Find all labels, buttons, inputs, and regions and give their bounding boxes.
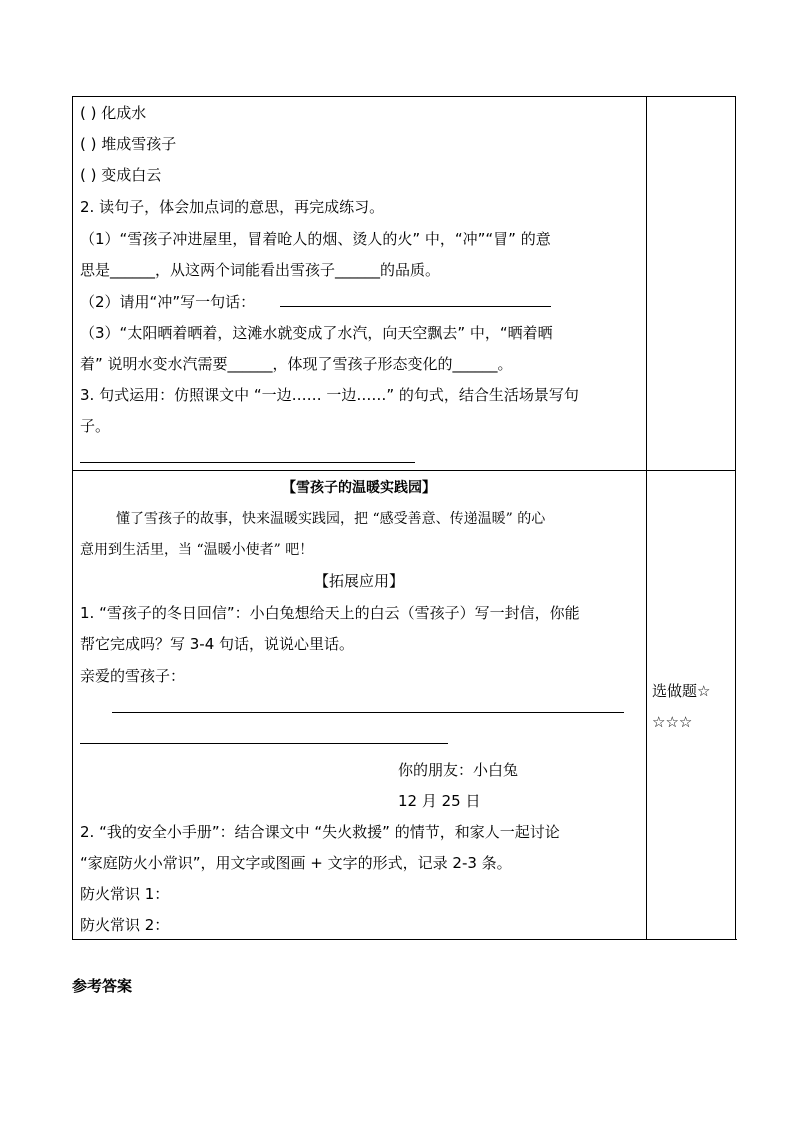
question-2-title: 2. 读句子，体会加点词的意思，再完成练习。 <box>80 198 385 216</box>
optional-label-line1: 选做题☆ <box>652 682 711 700</box>
practice-heading: 【雪孩子的温暖实践园】 <box>282 480 436 496</box>
option-2 <box>80 134 176 154</box>
question-3-line2: 子。 <box>80 417 111 435</box>
option-1 <box>80 103 146 123</box>
extension-heading: 【拓展应用】 <box>313 572 404 590</box>
task-1-line2: 帮它完成吗？写 3-4 句话，说说心里话。 <box>80 635 355 653</box>
fire-tip-1: 防火常识 1： <box>80 885 170 903</box>
option-text: 化成水 <box>101 104 147 122</box>
row-divider <box>73 470 735 471</box>
option-text: 变成白云 <box>101 166 162 184</box>
option-3 <box>80 165 161 185</box>
option-paren: ( ) <box>80 166 97 184</box>
task-2-line1: 2. “我的安全小手册”：结合课文中 “失火救援” 的情节，和家人一起讨论 <box>80 823 560 841</box>
answer-line <box>80 743 448 744</box>
option-paren: ( ) <box>80 135 97 153</box>
table-corner-mark <box>721 939 737 940</box>
option-paren: ( ) <box>80 104 97 122</box>
intro-line1: 懂了雪孩子的故事，快来温暖实践园，把 “感受善意、传递温暖” 的心 <box>116 511 546 527</box>
fire-tip-2: 防火常识 2： <box>80 916 170 934</box>
option-text: 堆成雪孩子 <box>101 135 177 153</box>
question-2-1-line2: 思是______，从这两个词能看出雪孩子______的品质。 <box>80 261 441 279</box>
task-2-line2: “家庭防火小常识”，用文字或图画 + 文字的形式，记录 2-3 条。 <box>80 854 512 872</box>
letter-salutation: 亲爱的雪孩子： <box>80 667 186 685</box>
column-divider <box>646 97 647 939</box>
optional-label-line2: ☆☆☆ <box>652 713 693 731</box>
question-3-line1: 3. 句式运用：仿照课文中 “一边…… 一边……” 的句式，结合生活场景写句 <box>80 386 579 404</box>
question-2-3-line1: （3）“太阳晒着晒着，这滩水就变成了水汽，向天空飘去” 中，“晒着晒 <box>80 324 553 342</box>
intro-line2: 意用到生活里，当 “温暖小使者” 吧！ <box>80 542 314 558</box>
question-2-1-line1: （1）“雪孩子冲进屋里，冒着呛人的烟、烫人的火” 中，“冲”“冒” 的意 <box>80 230 551 248</box>
letter-signature: 你的朋友：小白兔 <box>398 761 519 779</box>
question-2-3-line2: 着” 说明水变水汽需要______，体现了雪孩子形态变化的______。 <box>80 355 513 373</box>
letter-date: 12 月 25 日 <box>398 792 481 810</box>
question-2-2: （2）请用“冲”写一句话： <box>80 293 256 311</box>
answer-line <box>280 306 551 307</box>
answers-heading: 参考答案 <box>72 977 133 995</box>
answer-line <box>80 462 415 463</box>
task-1-line1: 1. “雪孩子的冬日回信”：小白兔想给天上的白云（雪孩子）写一封信，你能 <box>80 604 580 622</box>
answer-line <box>112 712 624 713</box>
